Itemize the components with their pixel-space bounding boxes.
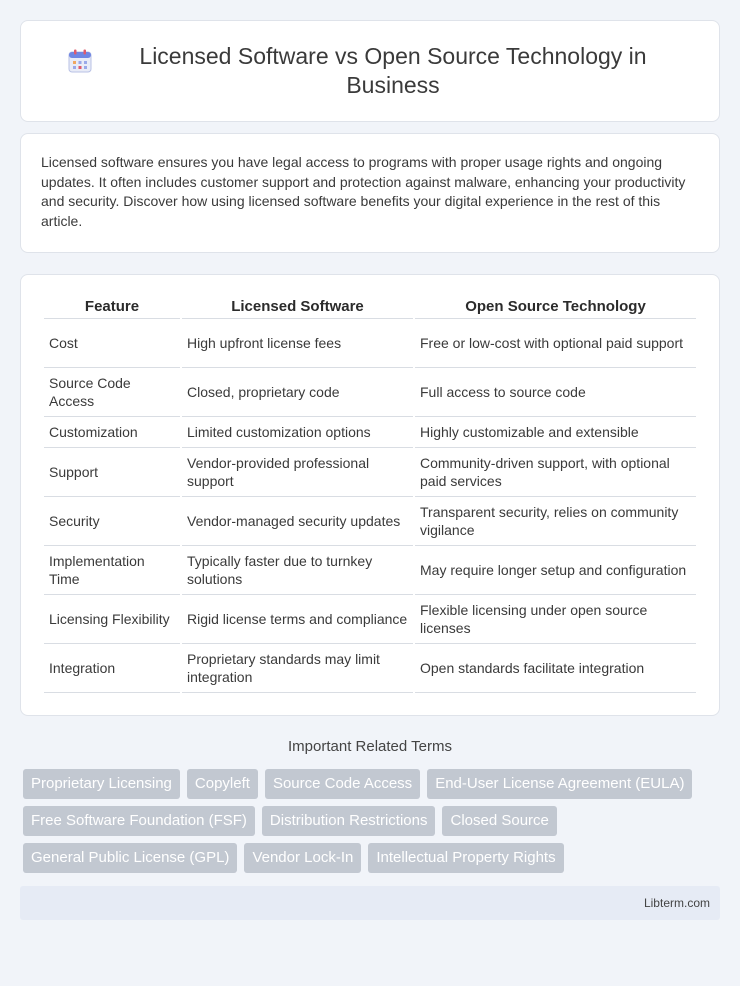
tag-closed-source[interactable]: Closed Source [442,806,556,836]
licensed-cell: Limited customization options [182,417,413,448]
header-licensed: Licensed Software [182,295,413,319]
table-row [44,319,696,368]
table-row [44,497,696,546]
licensed-cell: Proprietary standards may limit integration [182,644,413,693]
feature-cell: Licensing Flexibility [44,595,180,644]
intro-text: Licensed software ensures you have legal access to programs with proper usage rights and ongoing updates. It often includes customer support and protection against malware, enhancing your productivity and security. Discover how using licensed software benefits your digital experience in the rest of this article. [41,154,686,229]
tag-copyleft[interactable]: Copyleft [187,769,258,799]
open-source-cell: Highly customizable and extensible [415,417,696,448]
related-terms-tags [20,769,720,880]
tag-source-code-access[interactable]: Source Code Access [265,769,420,799]
feature-cell: Integration [44,644,180,693]
licensed-cell: Rigid license terms and compliance [182,595,413,644]
footer [20,886,720,920]
open-source-cell: Flexible licensing under open source licenses [415,595,696,644]
feature-cell: Support [44,448,180,497]
page-title: Licensed Software vs Open Source Technology in Business [139,43,647,98]
tag-gpl[interactable]: General Public License (GPL) [23,843,237,873]
header-card [20,20,720,122]
tag-vendor-lock-in[interactable]: Vendor Lock-In [244,843,361,873]
footer-site-link[interactable]: Libterm.com [643,896,710,910]
tag-intellectual-property-rights[interactable]: Intellectual Property Rights [368,843,563,873]
open-source-cell: Community-driven support, with optional paid services [415,448,696,497]
table-row [44,417,696,448]
licensed-cell: Typically faster due to turnkey solutions [182,546,413,595]
comparison-table-card [20,274,720,716]
licensed-cell: High upfront license fees [182,319,413,368]
calendar-icon [67,48,93,74]
table-header-row [44,295,696,319]
feature-cell: Customization [44,417,180,448]
header-open-source: Open Source Technology [415,295,696,319]
related-terms-title: Important Related Terms [288,738,452,755]
tag-distribution-restrictions[interactable]: Distribution Restrictions [262,806,436,836]
comparison-table [42,295,698,693]
tag-eula[interactable]: End-User License Agreement (EULA) [427,769,692,799]
table-row [44,595,696,644]
feature-cell: Cost [44,319,180,368]
table-row [44,546,696,595]
table-row [44,448,696,497]
licensed-cell: Vendor-managed security updates [182,497,413,546]
intro-card [20,133,720,253]
open-source-cell: Full access to source code [415,368,696,417]
open-source-cell: Transparent security, relies on community vigilance [415,497,696,546]
open-source-cell: Open standards facilitate integration [415,644,696,693]
feature-cell: Implementation Time [44,546,180,595]
table-row [44,644,696,693]
feature-cell: Security [44,497,180,546]
tag-proprietary-licensing[interactable]: Proprietary Licensing [23,769,180,799]
open-source-cell: May require longer setup and configuration [415,546,696,595]
header-feature: Feature [44,295,180,319]
table-row [44,368,696,417]
tag-fsf[interactable]: Free Software Foundation (FSF) [23,806,255,836]
feature-cell: Source Code Access [44,368,180,417]
open-source-cell: Free or low-cost with optional paid support [415,319,696,368]
licensed-cell: Vendor-provided professional support [182,448,413,497]
licensed-cell: Closed, proprietary code [182,368,413,417]
